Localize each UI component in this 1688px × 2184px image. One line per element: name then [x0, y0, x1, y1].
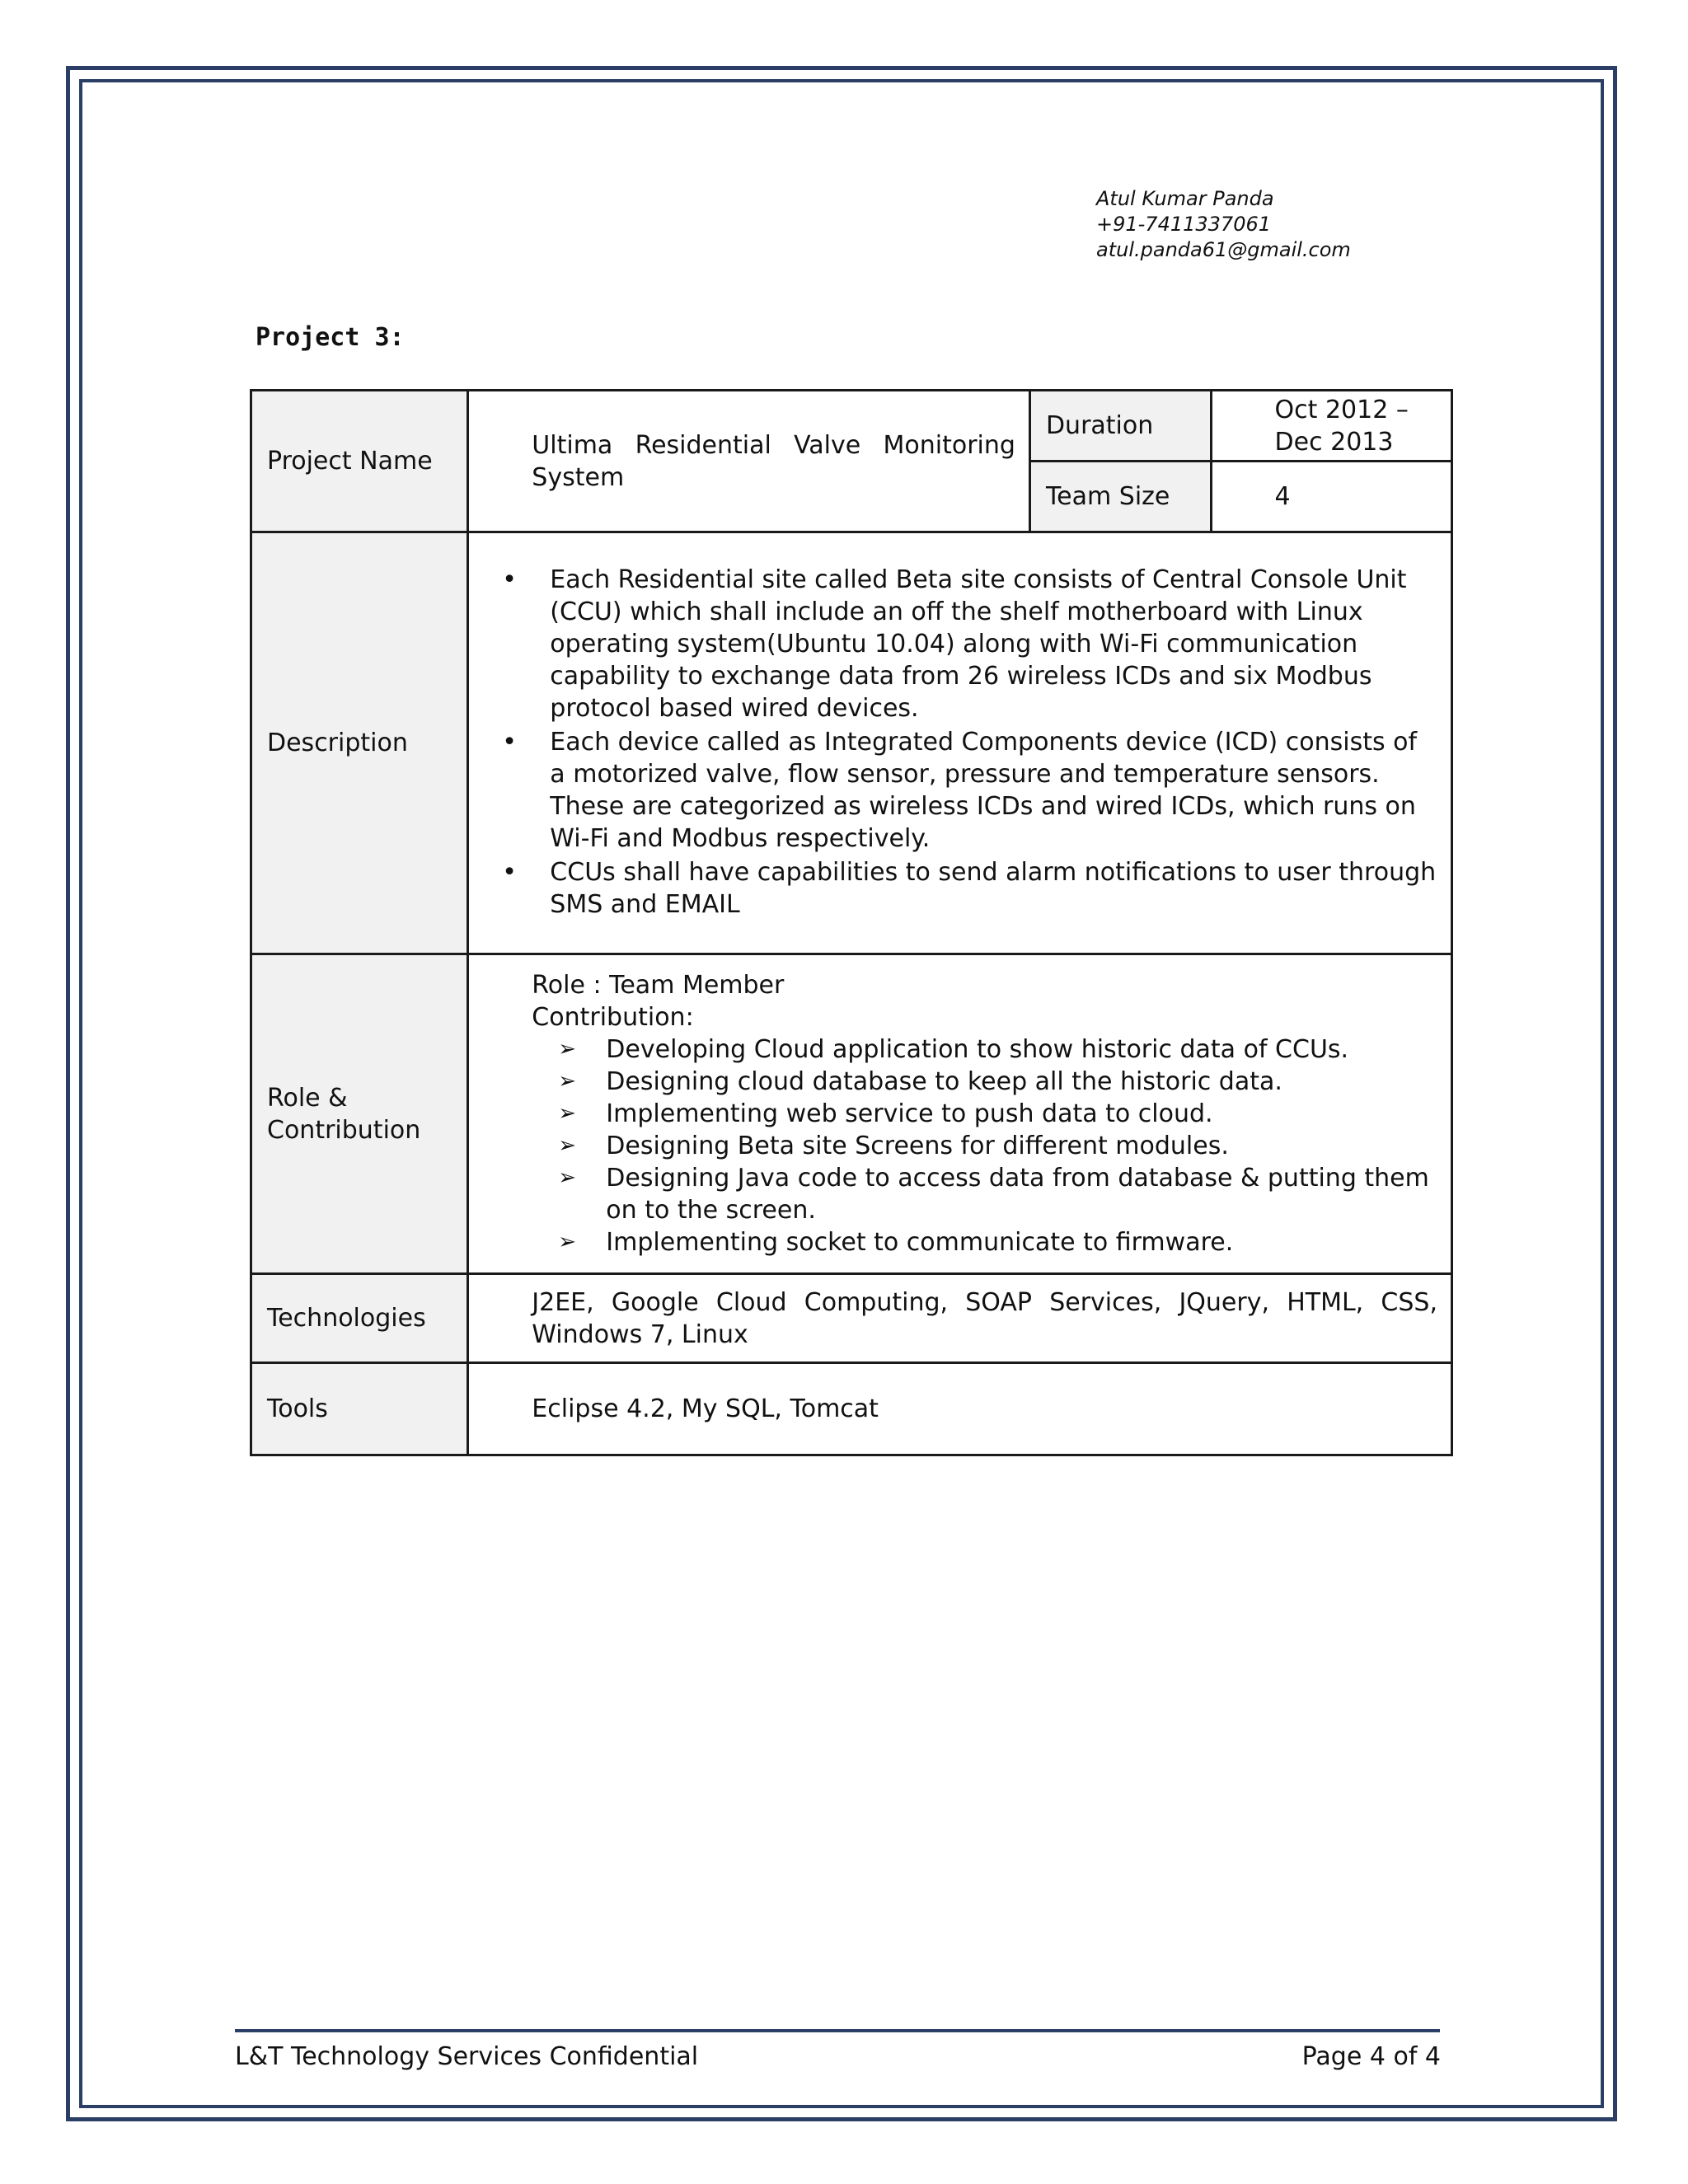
description-list: [500, 564, 1437, 921]
contribution-item-text: Implementing socket to communicate to firmware.: [606, 1228, 1234, 1257]
contact-email: atul.panda61@gmail.com: [1096, 238, 1351, 261]
contribution-heading: Contribution:: [532, 1003, 694, 1032]
arrow-bullet-icon: ➢: [558, 1165, 577, 1190]
bullet-icon: •: [502, 858, 517, 887]
team-size-label: Team Size: [1029, 462, 1211, 532]
bullet-icon: •: [502, 565, 517, 594]
list-item: [532, 1066, 1437, 1098]
team-size-value: 4: [1211, 462, 1451, 532]
list-item: [532, 1033, 1437, 1066]
list-item: [532, 1162, 1437, 1226]
contribution-list: [532, 1033, 1437, 1258]
role-label: Role & Contribution: [251, 954, 468, 1274]
technologies-value: J2EE, Google Cloud Computing, SOAP Services, JQuery, HTML, CSS, Windows 7, Linux: [468, 1274, 1452, 1363]
description-item-text: Each device called as Integrated Components device (ICD) consists of a motorized valve, flow sensor, pressure and temperature sensors. These are categorized as wireless ICDs and wired ICDs, which runs on Wi-Fi and Modbus respectively.: [550, 728, 1418, 853]
list-item: [532, 1098, 1437, 1130]
tools-value: Eclipse 4.2, My SQL, Tomcat: [468, 1363, 1452, 1455]
arrow-bullet-icon: ➢: [558, 1230, 577, 1254]
contact-name: Atul Kumar Panda: [1096, 187, 1274, 210]
description-item-text: CCUs shall have capabilities to send alarm notifications to user through SMS and EMAIL: [550, 858, 1437, 919]
description-label: Description: [251, 532, 468, 954]
technologies-label: Technologies: [251, 1274, 468, 1363]
contribution-item-text: Developing Cloud application to show historic data of CCUs.: [606, 1035, 1349, 1064]
description-cell: [468, 532, 1452, 954]
tools-label: Tools: [251, 1363, 468, 1455]
arrow-bullet-icon: ➢: [558, 1037, 577, 1062]
project-name-label: Project Name: [251, 391, 468, 532]
contribution-item-text: Implementing web service to push data to cloud.: [606, 1099, 1213, 1128]
arrow-bullet-icon: ➢: [558, 1069, 577, 1094]
arrow-bullet-icon: ➢: [558, 1133, 577, 1158]
bullet-icon: •: [502, 728, 517, 757]
list-item: [532, 1130, 1437, 1162]
duration-label: Duration: [1029, 391, 1211, 462]
role-cell: [468, 954, 1452, 1274]
project-heading: Project 3:: [256, 323, 405, 352]
list-item: [500, 856, 1437, 921]
list-item: [532, 1226, 1437, 1258]
footer-confidential: L&T Technology Services Confidential: [235, 2042, 699, 2071]
project-name-value: Ultima Residential Valve Monitoring System: [468, 391, 1030, 532]
role-text: Role : Team Member: [532, 971, 785, 1000]
description-item-text: Each Residential site called Beta site consists of Central Console Unit (CCU) which shall include an off the shelf motherboard with Linux operating system(Ubuntu 10.04) along with Wi-Fi communication capability to exchange data from 26 wireless ICDs and six Modbus protocol based wired devices.: [550, 565, 1407, 723]
contribution-item-text: Designing Beta site Screens for different modules.: [606, 1132, 1229, 1160]
contribution-item-text: Designing Java code to access data from database & putting them on to the screen.: [606, 1164, 1429, 1225]
project-table: [250, 389, 1453, 1456]
footer-divider: [235, 2029, 1440, 2032]
contact-block: [1096, 186, 1351, 263]
arrow-bullet-icon: ➢: [558, 1101, 577, 1126]
list-item: [500, 726, 1437, 855]
list-item: [500, 564, 1437, 724]
contact-phone: +91-7411337061: [1096, 213, 1272, 236]
footer-page-number: Page 4 of 4: [1301, 2042, 1441, 2071]
contribution-item-text: Designing cloud database to keep all the historic data.: [606, 1067, 1282, 1096]
duration-value: Oct 2012 – Dec 2013: [1211, 391, 1451, 462]
